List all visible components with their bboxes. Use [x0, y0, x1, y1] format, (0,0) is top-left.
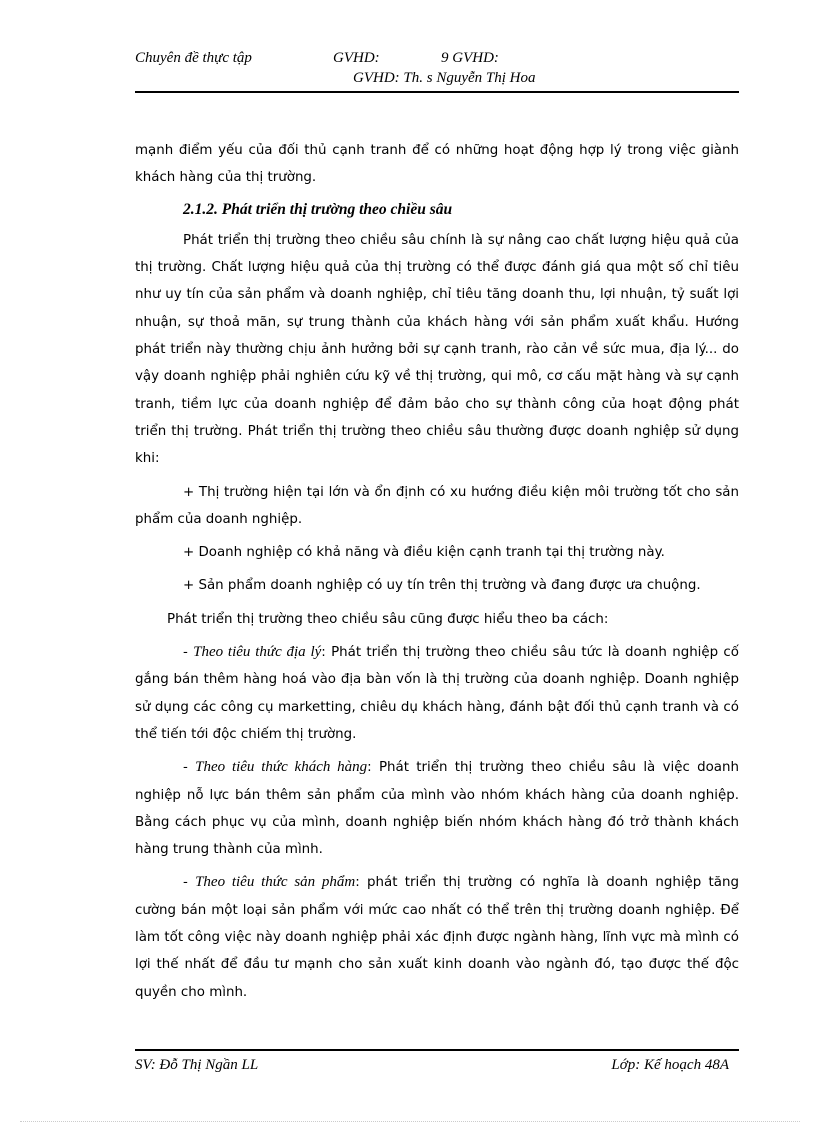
criteria-customer-text: : Phát triển thị trường theo chiều sâu là việc doanh nghiệp nỗ lực bán thêm sản phẩm của mình vào nhóm khách hàng của doanh nghiệp. Bằng cách phục vụ của mình, doanh nghiệp biến nhóm khách hàng đó trở thành khách hàng trung thành của mình.: [135, 760, 739, 858]
footer-class: Lớp: Kế hoạch 48A: [611, 1057, 729, 1073]
footer-divider: [135, 1049, 739, 1051]
header-advisor-label: GVHD:: [333, 50, 380, 66]
criteria-geographic-text: : Phát triển thị trường theo chiều sâu tức là doanh nghiệp cố gắng bán thêm hàng hoá vào địa bàn vốn là thị trường của doanh nghiệp. Doanh nghiệp sử dụng các công cụ marketting, chiêu dụ khách hàng, đánh bật đối thủ cạnh tranh và có thể tiến tới độc chiếm thị trường.: [135, 645, 739, 742]
paragraph-three-ways: Phát triển thị trường theo chiều sâu cũng được hiểu theo ba cách:: [167, 611, 609, 627]
footer-student: SV: Đỗ Thị Ngần LL: [135, 1057, 259, 1073]
bullet-competitive-ability: + Doanh nghiệp có khả năng và điều kiện cạnh tranh tại thị trường này.: [183, 545, 665, 561]
criteria-product-term: Theo tiêu thức sản phẩm: [195, 874, 356, 891]
criteria-dash: -: [183, 645, 194, 661]
criteria-product: [135, 869, 739, 1005]
page-bottom-dotted-line: [20, 1121, 800, 1122]
page-header: [135, 46, 739, 92]
paragraph-depth-development: Phát triển thị trường theo chiều sâu chính là sự nâng cao chất lượng hiệu quả của thị trường. Chất lượng hiệu quả của thị trường có thể được đánh giá qua một số chỉ tiêu như uy tín của sản phẩm và doanh nghiệp, chỉ tiêu tăng doanh thu, lợi nhuận, tỷ suất lợi nhuận, sự thoả mãn, sự trung thành của khách hàng với sản phẩm xuất khẩu. Hướng phát triển này thường chịu ảnh hưởng bởi sự cạnh tranh, rào cản về sức mua, địa lý... do vậy doanh nghiệp phải nghiên cứu kỹ về thị trường, qui mô, cơ cấu mặt hàng và sự cạnh tranh, tiềm lực của doanh nghiệp để đảm bảo cho sự thành công của hoạt động phát triển thị trường. Phát triển thị trường theo chiều sâu thường được doanh nghiệp sử dụng khi:: [135, 232, 739, 467]
bullet-market-stable: + Thị trường hiện tại lớn và ổn định có xu hướng điều kiện môi trường tốt cho sản phẩm của doanh nghiệp.: [135, 484, 739, 527]
criteria-product-text: : phát triển thị trường có nghĩa là doanh nghiệp tăng cường bán một loại sản phẩm với mức cao nhất có thể trên thị trường doanh nghiệp. Để làm tốt công việc này doanh nghiệp phải xác định được ngành hàng, lĩnh vực mà mình có lợi thế nhất để đầu tư mạnh cho sản xuất kinh doanh vào ngành đó, tạo được thế độc quyền cho mình.: [135, 875, 739, 1000]
criteria-customer-term: Theo tiêu thức khách hàng: [195, 759, 368, 776]
paragraph-continuation: mạnh điểm yếu của đối thủ cạnh tranh để có những hoạt động hợp lý trong việc giành khách hàng của thị trường.: [135, 143, 739, 186]
criteria-dash: -: [183, 760, 196, 776]
header-advisor-name: GVHD: Th. s Nguyễn Thị Hoa: [353, 70, 536, 86]
page-body: [135, 137, 739, 1006]
header-advisor-label-2: 9 GVHD:: [441, 50, 499, 66]
criteria-dash: -: [183, 875, 196, 891]
header-doc-type: Chuyên đề thực tập: [135, 50, 252, 66]
bullet-product-reputation: + Sản phẩm doanh nghiệp có uy tín trên thị trường và đang được ưa chuộng.: [183, 578, 701, 594]
criteria-geographic: [135, 639, 739, 748]
section-heading: 2.1.2. Phát triển thị trường theo chiều sâu: [183, 200, 453, 218]
header-divider: [135, 91, 739, 93]
criteria-customer: [135, 754, 739, 863]
criteria-geographic-term: Theo tiêu thức địa lý: [193, 644, 322, 661]
